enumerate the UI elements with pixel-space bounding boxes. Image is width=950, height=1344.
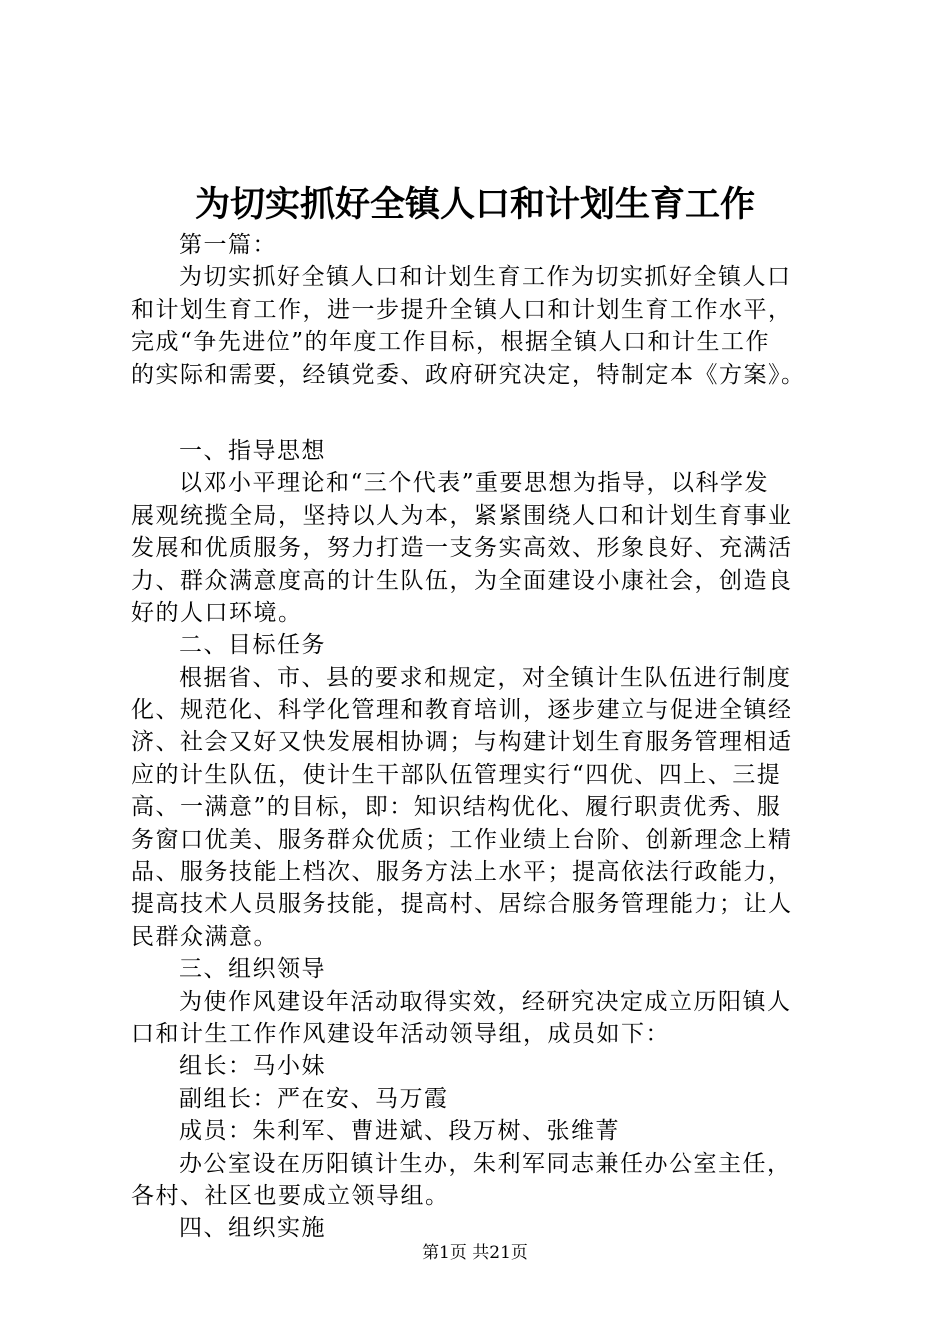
paragraph-line: 以邓小平理论和“三个代表”重要思想为指导，以科学发 <box>179 470 770 497</box>
section-heading-organization-leadership: 三、组织领导 <box>179 956 326 983</box>
paragraph-line: 济、社会又好又快发展相协调；与构建计划生育服务管理相适 <box>131 729 793 756</box>
document-body <box>131 229 831 1245</box>
paragraph-line: 发展和优质服务，努力打造一支务实高效、形象良好、充满活 <box>131 535 793 562</box>
section-heading-implementation: 四、组织实施 <box>179 1215 326 1242</box>
paragraph-line: 各村、社区也要成立领导组。 <box>131 1182 450 1209</box>
paragraph-line: 为切实抓好全镇人口和计划生育工作为切实抓好全镇人口 <box>179 264 792 291</box>
paragraph-line: 办公室设在历阳镇计生办，朱利军同志兼任办公室主任， <box>179 1150 792 1177</box>
paragraph-gap <box>131 391 831 435</box>
document-title: 为切实抓好全镇人口和计划生育工作 <box>194 184 755 225</box>
paragraph-line: 化、规范化、科学化管理和教育培训，逐步建立与促进全镇经 <box>131 697 793 724</box>
paragraph-line: 完成“争先进位”的年度工作目标，根据全镇人口和计生工作 <box>131 329 771 356</box>
paragraph-line: 力、群众满意度高的计生队伍，为全面建设小康社会，创造良 <box>131 567 793 594</box>
paragraph-line: 为使作风建设年活动取得实效，经研究决定成立历阳镇人 <box>179 988 792 1015</box>
page-number-footer: 第1页 共21页 <box>422 1243 528 1263</box>
paragraph-line: 和计划生育工作，进一步提升全镇人口和计划生育工作水平， <box>131 296 793 323</box>
paragraph-line: 应的计生队伍，使计生干部队伍管理实行“四优、四上、三提 <box>131 761 782 788</box>
paragraph-line: 高、一满意”的目标，即：知识结构优化、履行职责优秀、服 <box>131 794 782 821</box>
paragraph-line: 口和计生工作作风建设年活动领导组，成员如下： <box>131 1020 670 1047</box>
paragraph-line: 民群众满意。 <box>131 923 278 950</box>
deputy-group-leader-line: 副组长：严在安、马万霞 <box>179 1085 449 1112</box>
section-heading-guiding-ideology: 一、指导思想 <box>179 437 326 464</box>
paragraph-line: 展观统揽全局，坚持以人为本，紧紧围绕人口和计划生育事业 <box>131 502 793 529</box>
section-label-first-part: 第一篇： <box>179 232 277 258</box>
group-leader-line: 组长：马小妹 <box>179 1053 326 1080</box>
group-members-line: 成员：朱利军、曹进斌、段万树、张维菁 <box>179 1118 620 1145</box>
paragraph-line: 务窗口优美、服务群众优质；工作业绩上台阶、创新理念上精 <box>131 826 793 853</box>
paragraph-line: 提高技术人员服务技能，提高村、居综合服务管理能力；让人 <box>131 891 793 918</box>
section-heading-goals-tasks: 二、目标任务 <box>179 632 326 659</box>
paragraph-line: 好的人口环境。 <box>131 599 303 626</box>
paragraph-line: 根据省、市、县的要求和规定，对全镇计生队伍进行制度 <box>179 664 792 691</box>
paragraph-line: 的实际和需要，经镇党委、政府研究决定，特制定本《方案》。 <box>131 361 806 388</box>
paragraph-line: 品、服务技能上档次、服务方法上水平；提高依法行政能力， <box>131 859 793 886</box>
